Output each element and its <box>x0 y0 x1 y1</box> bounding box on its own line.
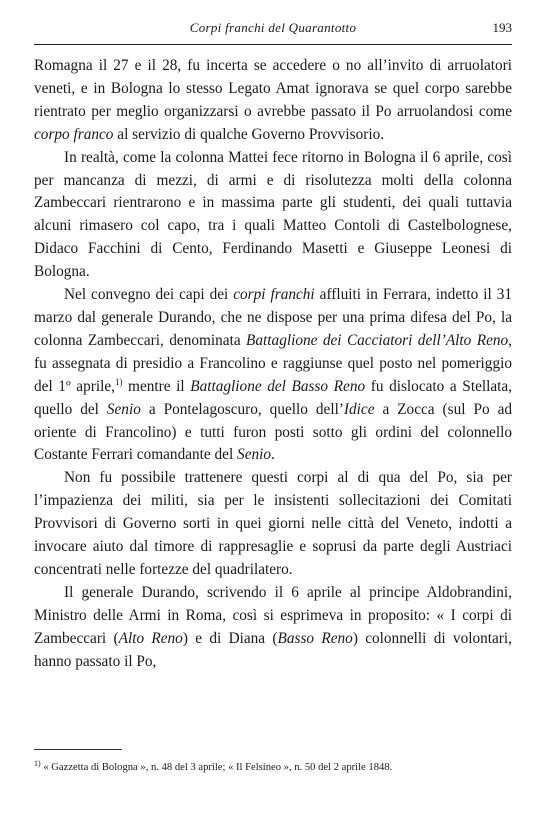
text-run: ) colonnelli di volontari, hanno passato il Po, <box>34 629 512 670</box>
italic-text: Senio <box>106 400 141 418</box>
paragraph <box>34 582 512 674</box>
text-run: In realtà, come la colonna Mattei fece ritorno in Bologna il 6 aprile, così per mancanza di mezzi, di armi e di risolutezza molti della colonna Zambeccari rientrarono e in massima parte gli studenti, dei quali tuttavia alcuni rimasero col capo, tra i quali Matteo Contoli di Castelbolognese, Didaco Facchini di Cento, Ferdinando Masetti e Giuseppe Leonesi di Bologna. <box>34 148 512 281</box>
text-run: , fu assegnata di presidio a Francolino e raggiunse quel posto nel pomeriggio del 1º aprile, <box>34 331 512 395</box>
footnote-divider <box>34 749 122 750</box>
italic-text: Alto Reno <box>118 629 183 647</box>
text-run: a Pontelagoscuro, quello dell’ <box>140 400 344 418</box>
running-title: Corpi franchi del Quarantotto <box>189 20 357 35</box>
paragraph <box>34 55 512 147</box>
text-run: Romagna il 27 e il 28, fu incerta se accedere o no all’invito di arruolatori veneti, e in Bologna lo stesso Legato Amat ignorava se quel corpo sarebbe rientrato per meglio organizzarsi o avrebbe passato il Po arruolandosi come <box>34 57 512 120</box>
text-run: mentre il <box>122 377 191 395</box>
text-run: fu dislocato a Stellata, quello del <box>34 377 513 418</box>
footnote-marker: 1) <box>34 759 41 768</box>
paragraph <box>34 284 512 467</box>
footnote-text: « Gazzetta di Bologna », n. 48 del 3 aprile; « Il Felsineo », n. 50 del 2 aprile 1848. <box>40 762 393 773</box>
italic-text: Idice <box>343 400 375 418</box>
body-text <box>34 55 512 673</box>
text-run: a Zocca (sul Po ad oriente di Francolino) e tutti furon posti sotto gli ordini del colonnello Costante Ferrari comandante del <box>34 400 513 464</box>
text-run: . <box>271 446 275 464</box>
text-run: ) e di Diana ( <box>182 629 278 647</box>
footnote <box>34 758 512 778</box>
text-run: affluiti in Ferrara, indetto il 31 marzo dal generale Durando, che ne dispose per una prima difesa del Po, la colonna Zambeccari, denominata <box>34 286 512 349</box>
running-header <box>34 18 512 45</box>
text-run: Non fu possibile trattenere questi corpi al di qua del Po, sia per l’impazienza dei militi, sia per le insistenti sollecitazioni dei Comitati Provvisori di Governo sorti in quei giorni nelle città del Veneto, indotti a invocare aiuto dal timore di rappresaglie e soprusi da parte degli Austriaci concentrati nelle fortezze del quadrilatero. <box>34 469 512 578</box>
page-number: 193 <box>492 20 512 35</box>
italic-text: corpi franchi <box>233 286 315 304</box>
italic-text: Battaglione dei Cacciatori dell’Alto Reno <box>246 331 509 349</box>
footnote-reference: 1) <box>114 376 123 387</box>
italic-text: Battaglione del Basso Reno <box>190 377 366 395</box>
italic-text: corpo franco <box>34 125 114 143</box>
italic-text: Senio <box>237 446 272 464</box>
text-run: Il generale Durando, scrivendo il 6 aprile al principe Aldobrandini, Ministro delle Armi in Roma, così si esprimeva in proposito: « I corpi di Zambeccari ( <box>34 583 512 647</box>
paragraph <box>34 467 512 582</box>
text-run: Nel convegno dei capi dei <box>64 286 234 304</box>
paragraph <box>34 147 512 284</box>
italic-text: Basso Reno <box>277 629 353 647</box>
text-run: al servizio di qualche Governo Provvisorio. <box>113 125 385 143</box>
